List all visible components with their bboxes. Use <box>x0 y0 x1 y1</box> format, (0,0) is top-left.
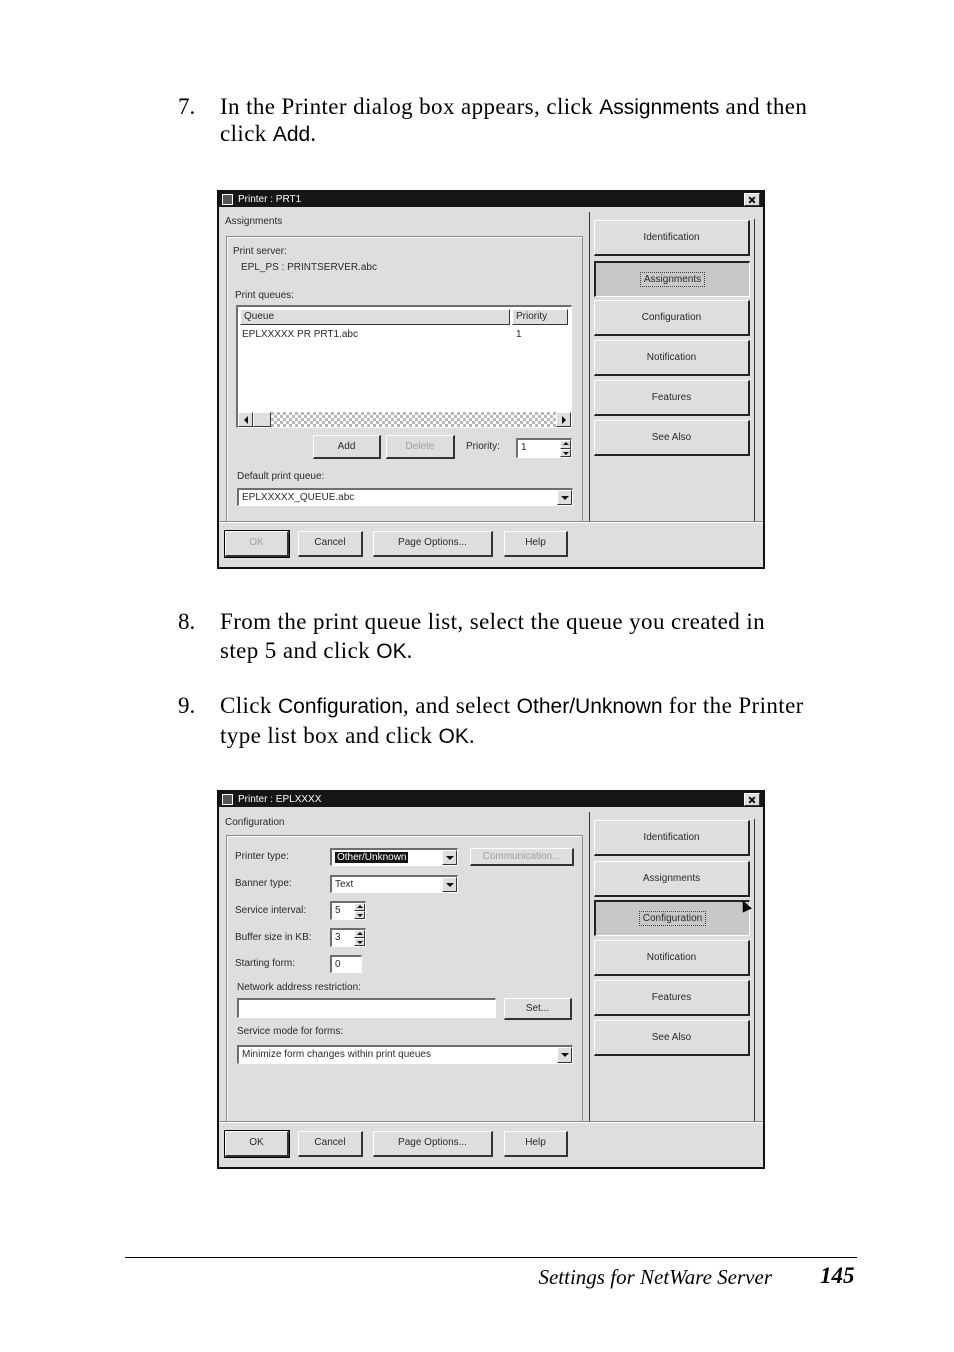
tab-features <box>594 380 750 416</box>
column-header-priority: Priority <box>512 309 568 325</box>
spin-up-icon <box>354 930 365 938</box>
queue-cell: EPLXXXXX PR PRT1.abc <box>242 329 358 340</box>
step-text: for the Printer <box>662 693 804 718</box>
step-text: click <box>220 121 273 146</box>
tab-label: Configuration <box>639 911 706 926</box>
default-queue-label: Default print queue: <box>237 471 325 482</box>
print-queues-list <box>236 305 572 428</box>
ui-term-ok: OK <box>438 725 469 748</box>
spin-up-icon <box>354 903 365 911</box>
tab-notification <box>594 940 750 976</box>
tab-see-also <box>594 1020 750 1056</box>
default-queue-value: EPLXXXXX_QUEUE.abc <box>242 492 355 503</box>
printer-icon <box>222 194 233 205</box>
separator <box>219 521 763 523</box>
ui-term-assignments: Assignments <box>599 96 720 119</box>
spin-down-icon <box>354 938 365 946</box>
tab-label: Assignments <box>642 873 701 884</box>
panel-divider <box>589 812 590 1122</box>
banner-type-label: Banner type: <box>235 878 292 889</box>
communication-button: Communication... <box>470 848 574 866</box>
service-mode-value: Minimize form changes within print queues <box>242 1049 431 1060</box>
tab-see-also <box>594 420 750 456</box>
title-bar <box>219 192 763 207</box>
chevron-down-icon <box>557 1047 572 1063</box>
printer-dialog-assignments-figure <box>217 190 765 569</box>
step-text: Click <box>220 693 278 718</box>
tab-label: Notification <box>646 952 697 963</box>
delete-button: Delete <box>386 435 455 459</box>
tab-label: Identification <box>643 832 700 843</box>
scroll-right-icon <box>556 412 571 427</box>
spin-up-icon <box>560 440 571 449</box>
starting-form-field <box>330 955 362 973</box>
tab-label: Identification <box>643 232 700 243</box>
scroll-left-icon <box>238 412 253 427</box>
step-7-line-2 <box>220 120 316 148</box>
priority-value: 1 <box>521 442 527 453</box>
cancel-button: Cancel <box>298 531 363 557</box>
priority-cell: 1 <box>516 329 522 340</box>
step-8-line-1 <box>220 608 765 636</box>
starting-form-label: Starting form: <box>235 958 296 969</box>
tab-configuration <box>594 900 750 936</box>
close-icon <box>744 793 760 806</box>
set-button: Set... <box>504 998 572 1020</box>
step-text: step 5 and click <box>220 638 377 663</box>
ui-term-configuration: Configuration <box>277 695 403 718</box>
default-queue-combo <box>237 488 573 506</box>
tab-features <box>594 980 750 1016</box>
ok-button: OK <box>225 531 289 557</box>
network-restriction-field <box>237 998 496 1018</box>
group-label: Assignments <box>225 216 283 227</box>
footer-section-title: Settings for NetWare Server <box>538 1265 772 1289</box>
step-text: From the print queue list, select the queue you created in <box>220 609 766 634</box>
buffer-size-value: 3 <box>335 932 341 943</box>
spin-down-icon <box>354 911 365 919</box>
printer-type-label: Printer type: <box>235 851 289 862</box>
chevron-down-icon <box>442 850 457 865</box>
spin-down-icon <box>560 449 571 458</box>
step-text: and then <box>719 94 808 119</box>
step-text: In the Printer dialog box appears, click <box>220 94 600 119</box>
tab-column-edge <box>754 219 755 522</box>
panel-divider <box>589 212 590 522</box>
separator <box>219 1121 763 1123</box>
tab-identification <box>594 220 750 256</box>
tab-label: Assignments <box>640 272 705 287</box>
step-7-line-1 <box>220 93 807 121</box>
priority-stepper <box>516 438 572 458</box>
group-label: Configuration <box>225 817 285 828</box>
tab-assignments <box>594 861 750 897</box>
print-queues-label: Print queues: <box>235 290 294 301</box>
ui-term-other-unknown: Other/Unknown <box>516 695 663 718</box>
title-bar <box>219 792 763 807</box>
service-mode-label: Service mode for forms: <box>237 1026 344 1037</box>
banner-type-value: Text <box>335 879 354 890</box>
tab-identification <box>594 820 750 856</box>
scroll-thumb <box>253 412 271 427</box>
step-8-number: 8. <box>178 609 196 634</box>
step-text: type list box and click <box>220 723 439 748</box>
tab-notification <box>594 340 750 376</box>
page-options-button: Page Options... <box>373 531 493 557</box>
starting-form-value: 0 <box>335 959 341 970</box>
footer-rule <box>125 1257 857 1258</box>
service-interval-value: 5 <box>335 905 341 916</box>
tab-configuration <box>594 300 750 336</box>
step-7-number: 7. <box>178 94 196 119</box>
column-header-queue: Queue <box>240 309 510 325</box>
tab-label: Features <box>651 392 692 403</box>
page-number: 145 <box>820 1263 855 1288</box>
network-restriction-label: Network address restriction: <box>237 982 361 993</box>
chevron-down-icon <box>557 490 572 505</box>
printer-type-value-wrap <box>335 850 408 865</box>
add-button: Add <box>313 435 381 459</box>
tab-assignments <box>594 261 750 297</box>
banner-type-combo <box>330 875 458 893</box>
page-options-button: Page Options... <box>373 1131 493 1157</box>
step-8-line-2 <box>220 637 413 665</box>
buffer-size-label: Buffer size in KB: <box>235 932 312 943</box>
printer-dialog-configuration-figure <box>217 790 765 1169</box>
tab-column-edge <box>754 819 755 1122</box>
service-mode-combo <box>237 1045 573 1064</box>
tab-label: Notification <box>646 352 697 363</box>
service-interval-label: Service interval: <box>235 905 307 916</box>
step-text: , and select <box>402 693 517 718</box>
close-icon <box>744 193 760 206</box>
cancel-button: Cancel <box>298 1131 363 1157</box>
service-interval-stepper <box>330 901 366 920</box>
ok-button: OK <box>225 1131 289 1157</box>
printer-type-combo <box>330 848 458 866</box>
print-server-label: Print server: <box>233 246 287 257</box>
horizontal-scrollbar <box>238 412 571 427</box>
step-9-line-1 <box>220 692 804 720</box>
ui-term-add: Add <box>272 123 311 146</box>
dialog-title: Printer : PRT1 <box>238 194 302 205</box>
print-server-value: EPL_PS : PRINTSERVER.abc <box>241 262 377 273</box>
tab-label: Configuration <box>641 312 702 323</box>
step-9-number: 9. <box>178 693 196 718</box>
dialog-title: Printer : EPLXXXX <box>238 794 322 805</box>
priority-label: Priority: <box>466 441 500 452</box>
tab-label: See Also <box>651 1032 692 1043</box>
printer-icon <box>222 794 233 805</box>
help-button: Help <box>504 1131 568 1157</box>
step-text: . <box>310 121 317 146</box>
help-button: Help <box>504 531 568 557</box>
tab-label: Features <box>651 992 692 1003</box>
chevron-down-icon <box>442 877 457 892</box>
step-text: . <box>406 638 413 663</box>
printer-type-value: Other/Unknown <box>337 852 407 863</box>
step-text: . <box>468 723 475 748</box>
tab-label: See Also <box>651 432 692 443</box>
step-9-line-2 <box>220 722 475 750</box>
ui-term-ok: OK <box>376 640 407 663</box>
buffer-size-stepper <box>330 928 366 947</box>
